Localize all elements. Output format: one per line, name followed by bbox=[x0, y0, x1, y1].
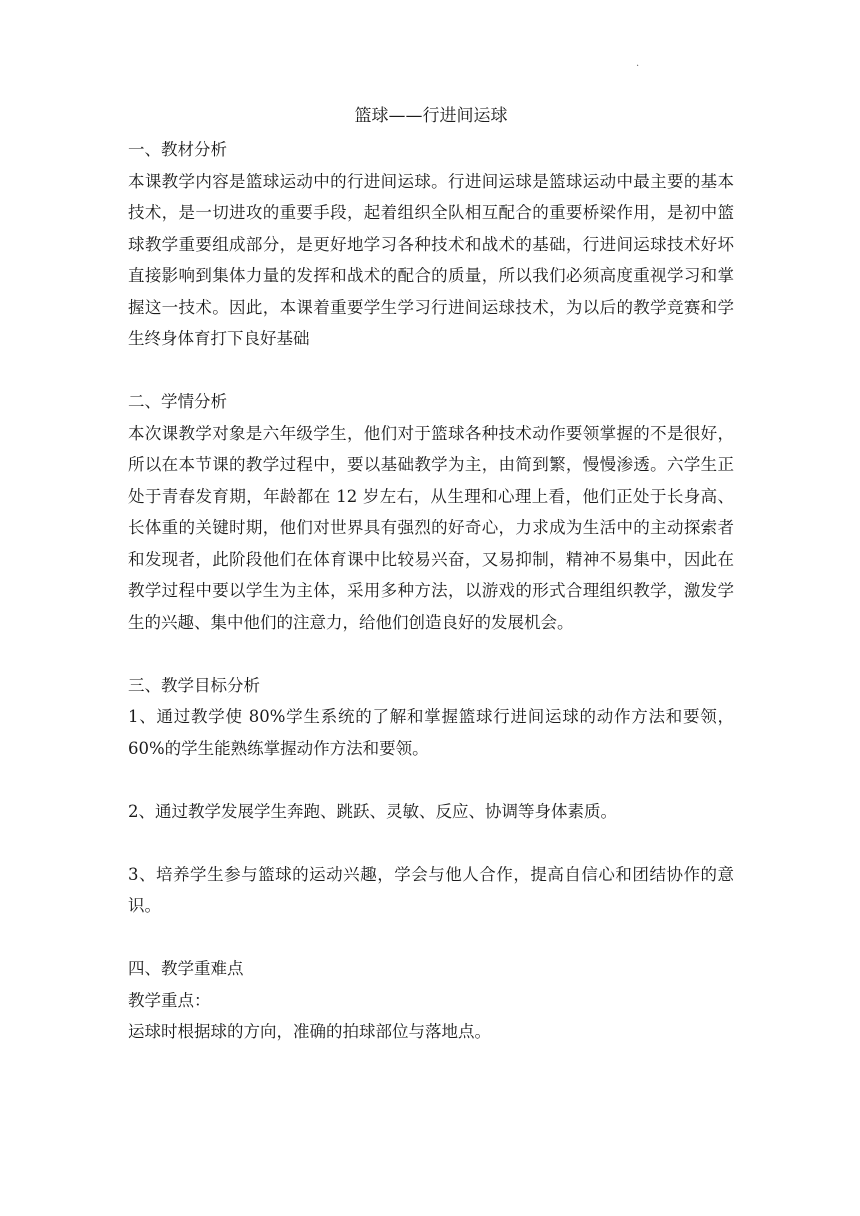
document-title: 篮球——行进间运球 bbox=[354, 106, 508, 126]
document-page bbox=[128, 104, 734, 1048]
textbook-analysis-paragraph: 本课教学内容是篮球运动中的行进间运球。行进间运球是篮球运动中最主要的基本技术，是一切进攻的重要手段，起着组织全队相互配合的重要桥梁作用，是初中篮球教学重要组成部分，是更好地学习各种技术和战术的基础，行进间运球技术好坏直接影响到集体力量的发挥和战术的配合的质量，所以我们必须高度重视学习和掌握这一技术。因此，本课着重要学生学习行进间运球技术，为以后的教学竞赛和学生终身体育打下良好基础 bbox=[128, 171, 734, 348]
page-marker-dot: . bbox=[636, 58, 640, 69]
teaching-goal-2: 2、通过教学发展学生奔跑、跳跃、灵敏、反应、协调等身体素质。 bbox=[128, 801, 617, 821]
spacer bbox=[128, 922, 734, 954]
spacer bbox=[128, 355, 734, 387]
student-analysis-paragraph: 本次课教学对象是六年级学生，他们对于篮球各种技术动作要领掌握的不是很好，所以在本节课的教学过程中，要以基础教学为主，由简到繁，慢慢渗透。六学生正处于青春发育期，年龄都在 12 岁左右，从生理和心理上看，他们正处于长身高、长体重的关键时期，他们对世界具有强烈的好奇心，力求成为生活中的主动探索者和发现者，此阶段他们在体育课中比较易兴奋，又易抑制，精神不易集中，因此在教学过程中要以学生为主体，采用多种方法，以游戏的形式合理组织教学，激发学生的兴趣、集中他们的注意力，给他们创造良好的发展机会。 bbox=[128, 423, 734, 632]
section-heading-key-points: 四、教学重难点 bbox=[128, 959, 244, 978]
section-heading-teaching-goals: 三、教学目标分析 bbox=[128, 675, 260, 695]
key-point-paragraph: 运球时根据球的方向，准确的拍球部位与落地点。 bbox=[128, 1022, 491, 1041]
spacer bbox=[128, 764, 734, 796]
section-heading-student-analysis: 二、学情分析 bbox=[128, 392, 227, 411]
spacer bbox=[128, 638, 734, 670]
teaching-goal-3: 3、培养学生参与篮球的运动兴趣，学会与他人合作，提高自信心和团结协作的意识。 bbox=[128, 864, 734, 915]
spacer bbox=[128, 827, 734, 859]
teaching-goal-1: 1、通过教学使 80%学生系统的了解和掌握篮球行进间运球的动作方法和要领，60%的学生能熟练掌握动作方法和要领。 bbox=[128, 707, 734, 758]
section-heading-textbook-analysis: 一、教材分析 bbox=[128, 140, 227, 159]
key-point-label: 教学重点： bbox=[128, 990, 211, 1010]
